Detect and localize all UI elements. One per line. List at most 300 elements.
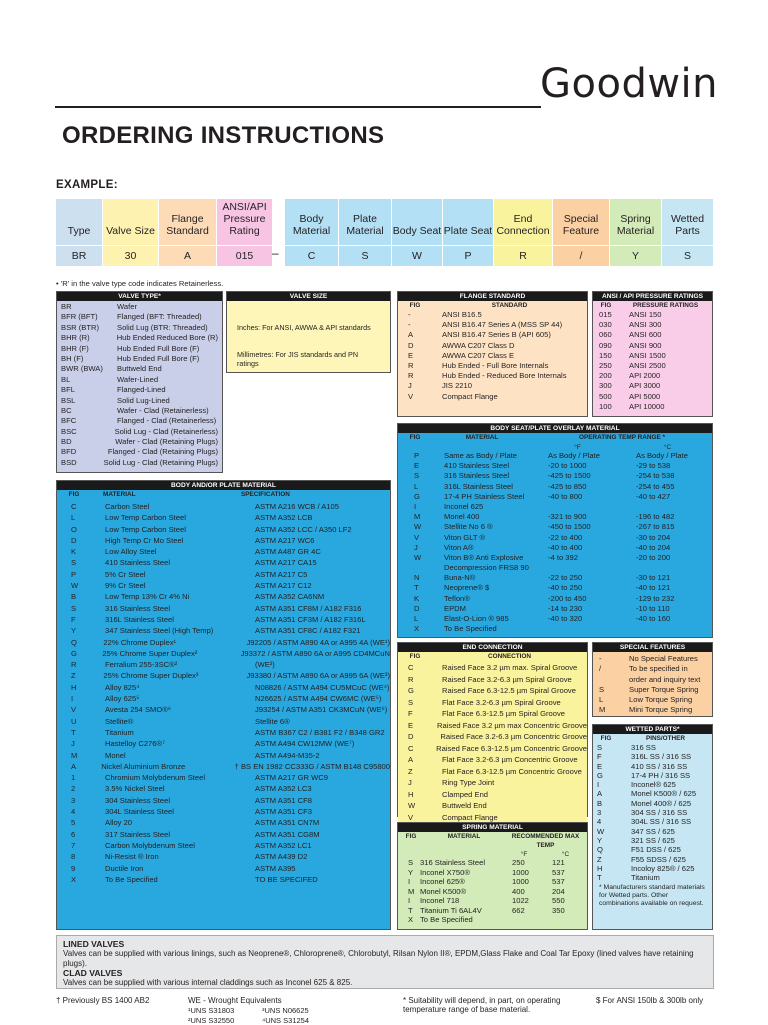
- example-cell-9: [494, 199, 552, 266]
- end-conn-cell: Compact Flange: [442, 812, 498, 822]
- body-plate-cell: Alloy 20: [105, 818, 133, 828]
- end-conn-cell: Flat Face 6.3-12.5 µm Spiral Groove: [442, 709, 565, 718]
- valve-type-cell: BHR (R): [61, 333, 90, 343]
- flange-cell: -: [408, 320, 411, 330]
- seat-cell: [548, 502, 636, 512]
- body-plate-cell: H: [71, 682, 77, 692]
- flange-cell: ANSI B16.5: [442, 310, 482, 319]
- special-row: [599, 685, 712, 695]
- example-value-9: R: [519, 250, 527, 262]
- flange-row: [408, 371, 587, 381]
- body-plate-cell: Carbon Molybdenum Steel: [105, 840, 195, 850]
- seat-cell: -40 to 121: [636, 583, 671, 593]
- pressure-cell: 150: [599, 350, 612, 360]
- seat-row: [414, 563, 712, 573]
- body-plate-cell: Q: [71, 637, 77, 647]
- end-conn-cell: R: [408, 674, 414, 684]
- spring-cell: Monel K500®: [420, 886, 467, 896]
- valve-type-header: VALVE TYPE*: [57, 292, 222, 301]
- seat-cell: -321 to 900: [548, 512, 587, 522]
- seat-row: [414, 553, 712, 563]
- valve-type-rows: [57, 301, 222, 469]
- spring-subheader: [398, 832, 587, 850]
- footnote-uns-2: ²UNS S32550: [188, 1016, 235, 1025]
- body-plate-subheader: [57, 490, 390, 499]
- wetted-cell: Inconel® 625: [631, 780, 676, 790]
- spring-col-material: MATERIAL: [447, 833, 481, 840]
- example-cell-12: [662, 199, 713, 266]
- example-label-11: Spring Material: [616, 213, 655, 237]
- spring-cell: 121: [552, 858, 565, 867]
- end-conn-row: [408, 754, 587, 766]
- spring-units: [398, 850, 587, 858]
- body-plate-row: [71, 874, 390, 885]
- body-plate-cell: 3.5% Nickel Steel: [105, 784, 165, 794]
- seat-cell: [548, 624, 636, 634]
- flange-row: [408, 341, 587, 351]
- body-plate-cell: O: [71, 524, 77, 534]
- body-plate-row: [71, 750, 390, 761]
- end-conn-cell: Flat Face 6.3-12.5 µm Concentric Groove: [442, 766, 582, 776]
- valve-type-row: [61, 416, 218, 426]
- spring-cell: 550: [552, 896, 565, 905]
- example-value-12: S: [683, 250, 691, 262]
- footnote-we: WE - Wrought Equivalents: [188, 996, 282, 1005]
- flange-subheader: [398, 301, 587, 310]
- flange-cell: E: [408, 350, 414, 360]
- example-label-7: Body Seat: [392, 225, 442, 237]
- seat-cell: W: [414, 552, 422, 562]
- body-plate-cell: ASTM A217 WC6: [255, 535, 315, 545]
- body-plate-cell: ASTM A351 CF8: [255, 795, 312, 805]
- seat-cell: Buna-N®: [444, 573, 476, 583]
- end-col-connection: CONNECTION: [488, 653, 531, 660]
- valve-type-row: [61, 427, 218, 437]
- body-plate-row: [71, 591, 390, 602]
- body-plate-cell: To Be Specified: [105, 874, 158, 884]
- flange-row: [408, 381, 587, 391]
- seat-cell: Same as Body / Plate: [444, 451, 518, 460]
- seat-cell: -20 to 1000: [548, 461, 587, 471]
- end-conn-rows: [398, 661, 587, 823]
- body-plate-cell: 5% Cr Steel: [105, 569, 146, 579]
- body-col-material: MATERIAL: [103, 491, 136, 498]
- seat-row: [414, 522, 712, 532]
- valve-type-cell: BFL: [61, 385, 75, 395]
- wetted-cell: 304L SS / 316 SS: [631, 817, 692, 827]
- seat-cell: G: [414, 491, 420, 501]
- special-cell: S: [599, 684, 605, 694]
- example-label-10: Special Feature: [562, 213, 600, 237]
- footnote-ansi: $ For ANSI 150lb & 300lb only: [596, 996, 704, 1005]
- special-cell: M: [599, 705, 606, 715]
- body-plate-row: [71, 535, 390, 546]
- seat-overlay-table: [397, 423, 713, 638]
- spring-cell: 250: [512, 858, 525, 867]
- valve-type-cell: BD: [61, 437, 72, 447]
- seat-cell: Inconel 625: [444, 501, 484, 511]
- body-plate-row: [71, 783, 390, 794]
- body-plate-cell: ASTM A352 LCC / A350 LF2: [255, 524, 352, 534]
- seat-cell: Elast-O-Lion ® 985: [444, 614, 509, 623]
- body-plate-row: [71, 772, 390, 783]
- wetted-cell: Q: [597, 845, 603, 855]
- body-plate-row: [71, 682, 390, 693]
- pressure-cell: 030: [599, 320, 612, 330]
- seat-cell: -40 to 160: [636, 614, 671, 623]
- body-plate-cell: 317 Stainless Steel: [105, 829, 171, 839]
- example-cell-8: [443, 199, 493, 266]
- valve-type-cell: BSC: [61, 426, 77, 436]
- body-plate-cell: T: [71, 727, 76, 737]
- company-logo: Goodwin: [540, 61, 719, 107]
- valve-type-row: [61, 302, 218, 312]
- valve-type-cell: Hub Ended Full Bore (F): [117, 353, 200, 363]
- body-plate-row: [71, 863, 390, 874]
- body-plate-cell: ASTM A395: [255, 863, 296, 873]
- wetted-cell: H: [597, 863, 603, 873]
- body-plate-cell: Low Alloy Steel: [105, 547, 157, 557]
- seat-cell: E: [414, 461, 420, 471]
- wetted-cell: 3: [597, 808, 602, 818]
- body-plate-cell: Low Temp Carbon Steel: [105, 524, 186, 534]
- body-plate-cell: L: [71, 513, 76, 523]
- example-value-5: C: [307, 250, 316, 262]
- wetted-cell: 316L SS / 316 SS: [631, 752, 692, 762]
- seat-cell: L: [414, 614, 419, 623]
- seat-cell: -450 to 1500: [548, 522, 591, 532]
- seat-cell: -254 to 455: [636, 481, 675, 491]
- seat-cell: Stellite No 6 ®: [444, 522, 493, 532]
- body-plate-cell: 9: [71, 863, 76, 873]
- seat-cell: I: [414, 501, 417, 511]
- wetted-cell: F51 DSS / 625: [631, 845, 681, 855]
- end-conn-header: END CONNECTION: [398, 643, 587, 652]
- spring-cell: 537: [552, 867, 565, 877]
- wetted-row: [597, 873, 712, 882]
- spring-row: [408, 877, 587, 887]
- seat-cell: -267 to 815: [636, 522, 675, 532]
- valve-type-cell: Buttweld End: [117, 364, 162, 374]
- body-plate-cell: Ductile Iron: [105, 863, 144, 873]
- wetted-cell: Titanium: [631, 873, 660, 883]
- seat-cell: 316 Stainless Steel: [444, 471, 510, 481]
- seat-cell: V: [414, 532, 420, 542]
- flange-cell: D: [408, 340, 414, 350]
- wetted-parts-table: [592, 724, 713, 930]
- body-plate-row: [71, 625, 390, 636]
- flange-row: [408, 320, 587, 330]
- valve-type-row: [61, 323, 218, 333]
- body-plate-cell: C: [71, 502, 77, 511]
- body-plate-cell: ASTM A352 LC1: [255, 840, 312, 850]
- example-cell-6: [339, 199, 391, 266]
- spring-row: [408, 858, 587, 868]
- valve-type-cell: Solid Lug-Lined: [117, 395, 170, 405]
- spring-col-fig: FIG: [405, 833, 417, 840]
- valve-type-row: [61, 344, 218, 354]
- body-plate-cell: M: [71, 750, 78, 760]
- body-plate-cell: W: [71, 581, 79, 591]
- footnote-uns-4: ⁴UNS S31254: [262, 1016, 309, 1025]
- example-value-11: Y: [631, 250, 639, 262]
- spring-row: [408, 906, 587, 916]
- pressure-cell: ANSI 900: [629, 340, 662, 350]
- footnote-bs1400: † Previously BS 1400 AB2: [56, 996, 150, 1005]
- pressure-subheader: [593, 301, 712, 310]
- valve-type-cell: BWR (BWA): [61, 364, 103, 374]
- valve-type-cell: BC: [61, 405, 72, 415]
- wetted-cell: Incoloy 825® / 625: [631, 863, 695, 873]
- body-plate-cell: J93254 / ASTM A351 CK3MCuN (WE⁶): [255, 705, 388, 715]
- valve-size-table: [226, 291, 391, 373]
- flange-rows: [398, 310, 587, 402]
- flange-row: [408, 392, 587, 402]
- body-plate-cell: 410 Stainless Steel: [105, 558, 171, 568]
- seat-cell: K: [414, 593, 420, 603]
- body-plate-cell: 304 Stainless Steel: [105, 795, 171, 805]
- pressure-cell: 015: [599, 310, 612, 319]
- flange-cell: Hub Ended - Reduced Bore Internals: [442, 371, 567, 381]
- body-plate-cell: Monel: [105, 750, 126, 760]
- end-conn-cell: F: [408, 709, 413, 718]
- end-conn-cell: Z: [408, 766, 413, 776]
- body-plate-cell: Y: [71, 626, 77, 636]
- wetted-row: [597, 799, 712, 808]
- seat-cell: 316L Stainless Steel: [444, 481, 513, 491]
- seat-col-material: MATERIAL: [465, 434, 499, 441]
- flange-cell: Compact Flange: [442, 391, 498, 401]
- end-conn-cell: D: [408, 732, 414, 741]
- spring-rows: [398, 858, 587, 925]
- valve-type-row: [61, 458, 218, 468]
- end-conn-cell: V: [408, 812, 414, 822]
- body-plate-row: [71, 637, 390, 648]
- seat-cell: -425 to 1500: [548, 471, 591, 481]
- pressure-cell: API 3000: [629, 381, 661, 391]
- seat-cell: -4 to 392: [548, 552, 578, 562]
- example-label-6: Plate Material: [346, 213, 384, 237]
- pressure-cell: ANSI 600: [629, 330, 662, 340]
- body-plate-cell: J92205 / ASTM A890 4A or A995 4A (WE¹): [246, 637, 390, 647]
- end-conn-cell: E: [408, 720, 414, 730]
- valve-type-cell: BHR (F): [61, 343, 89, 353]
- body-plate-row: [71, 614, 390, 625]
- end-conn-cell: C: [408, 663, 414, 672]
- wetted-cell: E: [597, 761, 603, 771]
- flange-cell: V: [408, 391, 414, 401]
- valve-type-cell: BSL: [61, 395, 76, 405]
- example-label-5: Body Material: [292, 213, 331, 237]
- example-label-4: ANSI/API Pressure Rating: [222, 201, 267, 237]
- body-plate-row: [71, 546, 390, 557]
- end-conn-row: [408, 743, 587, 755]
- pressure-row: [599, 392, 712, 402]
- end-conn-cell: Raised Face 6.3-12.5 µm Concentric Groove: [436, 743, 587, 753]
- wetted-cell: 304 SS / 316 SS: [631, 808, 688, 818]
- seat-cell: -40 to 400: [548, 542, 583, 552]
- valve-type-cell: BFD: [61, 447, 77, 457]
- body-plate-header: BODY AND/OR PLATE MATERIAL: [57, 481, 390, 490]
- flange-col-standard: STANDARD: [491, 302, 528, 309]
- body-plate-row: [71, 693, 390, 704]
- body-plate-cell: 25% Chrome Super Duplex²: [102, 648, 198, 658]
- body-plate-cell: N26625 / ASTM A494 CW6MC (WE⁵): [255, 694, 382, 704]
- retainerless-note: • 'R' in the valve type code indicates Retainerless.: [56, 279, 224, 288]
- wetted-note: * Manufacturers standard materials for Wetted parts. Other combinations available on request.: [599, 884, 705, 908]
- body-plate-cell: J93380 / ASTM A890 6A or A995 6A (WE³): [246, 671, 390, 681]
- end-conn-cell: Flat Face 3.2-6.3 µm Concentric Groove: [442, 755, 578, 764]
- body-plate-cell: † BS EN 1982 CC333G / ASTM B148 C95800: [234, 761, 390, 771]
- example-cell-4: [217, 199, 272, 266]
- end-conn-row: [408, 708, 587, 720]
- body-plate-cell: I: [71, 694, 74, 704]
- spring-cell: 350: [552, 905, 565, 915]
- flange-standard-table: [397, 291, 588, 417]
- seat-cell: -425 to 850: [548, 481, 587, 491]
- seat-unit-c: °C: [663, 444, 672, 451]
- pressure-row: [599, 351, 712, 361]
- pressure-cell: 090: [599, 340, 612, 350]
- wetted-row: [597, 827, 712, 836]
- seat-cell: Viton B® Anti Explosive: [444, 552, 524, 562]
- example-label-9: End Connection: [496, 213, 550, 237]
- seat-row: [414, 512, 712, 522]
- pressure-row: [599, 371, 712, 381]
- body-plate-cell: S: [71, 558, 77, 568]
- example-label-8: Plate Seat: [443, 225, 493, 237]
- flange-cell: -: [408, 310, 411, 319]
- body-plate-cell: ASTM A352 LC3: [255, 784, 312, 794]
- end-conn-cell: G: [408, 686, 414, 695]
- body-plate-row: [71, 806, 390, 817]
- end-conn-row: [408, 777, 587, 789]
- valve-type-row: [61, 385, 218, 395]
- spring-cell: Inconel 718: [420, 896, 460, 905]
- spring-row: [408, 887, 587, 897]
- flange-col-fig: FIG: [409, 302, 421, 309]
- special-cell: No Special Features: [629, 654, 698, 663]
- body-plate-cell: A: [71, 761, 77, 771]
- spring-cell: 537: [552, 877, 565, 886]
- spring-unit-c: °C: [561, 851, 570, 858]
- wetted-row: [597, 836, 712, 845]
- body-plate-row: [71, 851, 390, 862]
- pressure-cell: ANSI 150: [629, 310, 662, 319]
- pressure-cell: API 10000: [629, 401, 665, 411]
- end-conn-row: [408, 674, 587, 686]
- seat-row: [414, 533, 712, 543]
- body-plate-material-table: [56, 480, 391, 930]
- body-plate-cell: ASTM A217 GR WC9: [255, 773, 329, 783]
- spring-material-table: [397, 822, 588, 930]
- body-plate-cell: ASTM A351 CF8M / A182 F316: [255, 603, 362, 613]
- seat-cell: S: [414, 471, 420, 481]
- wetted-cell: 321 SS / 625: [631, 835, 675, 845]
- pressure-cell: 250: [599, 360, 612, 370]
- body-plate-cell: K: [71, 547, 77, 557]
- body-plate-row: [71, 603, 390, 614]
- seat-cell: -40 to 320: [548, 614, 583, 623]
- end-conn-row: [408, 697, 587, 709]
- seat-cell: As Body / Plate: [548, 451, 600, 460]
- body-plate-cell: ASTM A494 CW12MW (WE⁷): [255, 739, 355, 749]
- seat-cell: -14 to 230: [548, 603, 583, 613]
- example-label-12: Wetted Parts: [670, 213, 705, 237]
- pressure-col-fig: FIG: [600, 302, 612, 309]
- body-plate-cell: 316L Stainless Steel: [105, 614, 174, 624]
- seat-cell: 410 Stainless Steel: [444, 461, 510, 471]
- special-row: [599, 695, 712, 705]
- body-plate-cell: Z: [71, 671, 76, 681]
- body-plate-rows: [57, 499, 390, 885]
- flange-row: [408, 361, 587, 371]
- valve-type-row: [61, 375, 218, 385]
- wetted-cell: A: [597, 789, 603, 799]
- body-plate-cell: 8: [71, 852, 76, 862]
- body-plate-cell: Alloy 825⁴: [105, 682, 140, 692]
- special-cell: [599, 675, 629, 685]
- example-cell-10: [553, 199, 609, 266]
- valve-type-cell: Hub Ended Reduced Bore (R): [116, 333, 218, 343]
- valve-type-cell: BFC: [61, 416, 77, 426]
- valve-size-header: VALVE SIZE: [227, 292, 390, 301]
- seat-cell: As Body / Plate: [636, 451, 688, 460]
- spring-cell: I: [408, 877, 411, 886]
- valve-type-cell: BSR (BTR): [61, 322, 99, 332]
- seat-cell: [636, 624, 712, 634]
- body-plate-cell: P: [71, 569, 77, 579]
- spring-cell: [552, 915, 587, 925]
- end-conn-cell: Flat Face 3.2-6.3 µm Spiral Groove: [442, 697, 561, 707]
- spring-cell: 204: [552, 886, 565, 896]
- wetted-row: [597, 817, 712, 826]
- end-conn-cell: H: [408, 789, 414, 799]
- body-plate-cell: 3: [71, 795, 76, 805]
- valve-type-cell: BSD: [61, 457, 77, 467]
- special-cell: Mini Torque Spring: [629, 705, 693, 715]
- seat-cell: EPDM: [444, 603, 466, 613]
- wetted-cell: T: [597, 873, 602, 883]
- seat-row: [414, 461, 712, 471]
- seat-row: [414, 492, 712, 502]
- wetted-row: [597, 771, 712, 780]
- seat-row: [414, 451, 712, 461]
- pressure-row: [599, 381, 712, 391]
- wetted-cell: Y: [597, 835, 603, 845]
- body-plate-cell: Hastelloy C276®⁷: [105, 739, 165, 749]
- flange-cell: ANSI B16.47 Series A (MSS SP 44): [442, 320, 563, 330]
- example-value-6: S: [361, 250, 369, 262]
- seat-cell: -40 to 427: [636, 491, 671, 501]
- valve-type-cell: Flanged (BFT: Threaded): [117, 312, 202, 322]
- body-plate-cell: U: [71, 716, 77, 726]
- valve-type-cell: Wafer-Lined: [117, 374, 159, 384]
- seat-cell: -30 to 204: [636, 532, 671, 542]
- end-conn-cell: Clamped End: [442, 789, 489, 799]
- seat-cell: W: [414, 522, 422, 532]
- wetted-cell: 17-4 PH / 316 SS: [631, 770, 691, 780]
- valve-type-cell: Solid Lug (BTR: Threaded): [117, 322, 208, 332]
- body-plate-cell: ASTM A351 CG8M: [255, 829, 320, 839]
- seat-cell: -196 to 482: [636, 512, 675, 522]
- pressure-row: [599, 320, 712, 330]
- wetted-cell: 347 SS / 625: [631, 826, 675, 836]
- spring-unit-f: °F: [520, 851, 528, 858]
- end-conn-row: [408, 685, 587, 697]
- seat-row: [414, 594, 712, 604]
- spring-row: [408, 915, 587, 925]
